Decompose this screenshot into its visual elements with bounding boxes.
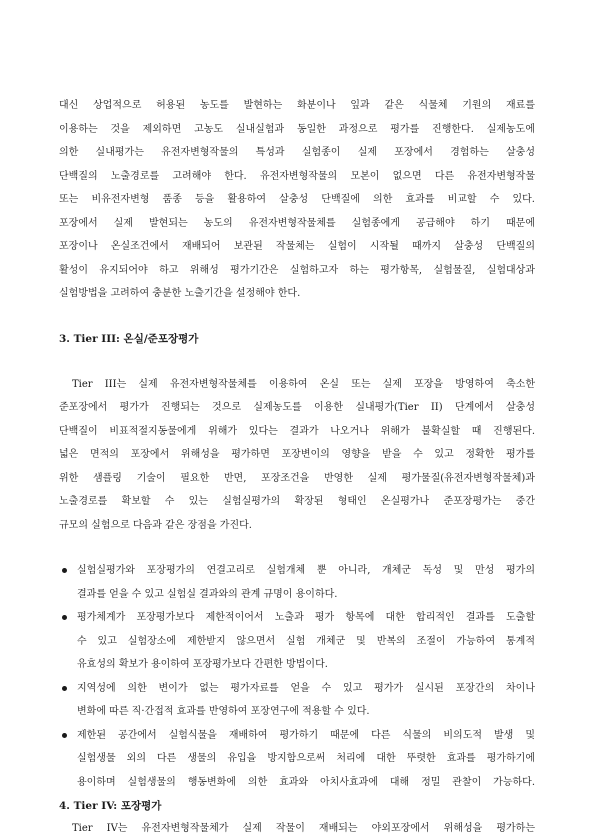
paragraph-line: 의한 실내평가는 유전자변형작물의 특성과 실험종이 실제 포장에서 경험하는 살충성 [59, 147, 535, 158]
paragraph-line: 단백질의 노출경로를 고려해야 한다. 유전자변형작물의 모본이 없으면 다른 유전자변형작물 [59, 171, 535, 182]
paragraph-line: 단백질이 비표적절지동물에게 위해가 있다는 결과가 나오거나 위해가 불확실할 때 진행된다. [59, 426, 535, 437]
paragraph-line: 실험방법을 고려하여 충분한 노출기간을 설정해야 한다. [59, 288, 301, 299]
paragraph-line: 규모의 실험으로 다음과 같은 장점을 가진다. [59, 520, 252, 531]
bullet-icon [62, 568, 67, 573]
paragraph-line: 포장이나 온실조건에서 재배되어 보관된 작물체는 실험이 시작될 때까지 살충성 단백질의 [59, 241, 535, 252]
section-heading: 3. Tier III: 온실/준포장평가 [59, 333, 199, 345]
list-item-line: 실험생물 외의 다른 생물의 유입을 방지함으로써 처리에 대한 뚜렷한 효과를 평가하기에 [77, 753, 535, 764]
list-item-line: 용이하며 실험생물의 행동변화에 의한 효과와 아치사효과에 대해 정밀 관찰이 가능하다. [77, 777, 535, 788]
list-item-line: 변화에 따른 직·간접적 효과를 반영하여 포장연구에 적용할 수 있다. [77, 706, 370, 717]
paragraph-line: 위한 샘플링 기술이 필요한 반면, 포장조건을 반영한 실제 평가물질(유전자변형작물체)과 [59, 473, 535, 484]
paragraph-line: 또는 비유전자변형 품종 등을 활용하여 살충성 단백질에 의한 효과를 비교할 수 있다. [59, 194, 535, 205]
bullet-icon [62, 686, 67, 691]
list-item-line: 지역성에 의한 변이가 없는 평가자료를 얻을 수 있고 평가가 실시된 포장간의 차이나 [77, 683, 535, 694]
paragraph-line: 활성이 유지되어야 하고 위해성 평가기간은 실험하고자 하는 평가항목, 실험물질, 실험대상과 [59, 265, 535, 276]
paragraph-line: Tier IV는 유전자변형작물체가 실제 작물이 재배되는 야외포장에서 위해성을 평가하는 [72, 823, 535, 834]
list-item-line: 평가체계가 포장평가보다 제한적이어서 노출과 평가 항목에 대한 합리적인 결과를 도출할 [77, 612, 535, 623]
bullet-icon [62, 615, 67, 620]
paragraph-line: 노출경로를 확보할 수 있는 실험실평가의 확장된 형태인 온실평가나 준포장평가는 중간 [59, 496, 535, 507]
paragraph-line: 준포장에서 평가가 진행되는 것으로 실제농도를 이용한 실내평가(Tier II) 단계에서 살충성 [59, 402, 535, 413]
list-item-line: 결과를 얻을 수 있고 실험실 결과와의 관계 규명이 용이하다. [77, 589, 338, 600]
paragraph-line: 이용하는 것을 제외하면 고농도 실내실험과 동일한 과정으로 평가를 진행한다. 실제농도에 [59, 124, 535, 135]
list-item-line: 유효성의 확보가 용이하여 포장평가보다 간편한 방법이다. [77, 659, 328, 670]
list-item-line: 제한된 공간에서 실험식물을 재배하여 평가하기 때문에 다른 식물의 비의도적 발생 및 [77, 730, 535, 741]
bullet-icon [62, 733, 67, 738]
paragraph-line: Tier III는 실제 유전자변형작물체를 이용하여 온실 또는 실제 포장을 방영하여 축소한 [72, 379, 535, 390]
list-item-line: 실험실평가와 포장평가의 연결고리로 실험개체 뿐 아니라, 개체군 독성 및 만성 평가의 [77, 565, 535, 576]
list-item-line: 수 있고 실험장소에 제한받지 않으면서 실험 개체군 및 반복의 조절이 가능하여 통계적 [77, 636, 535, 647]
paragraph-line: 포장에서 실제 발현되는 농도의 유전자변형작물체를 실험종에게 공급해야 하기 때문에 [59, 218, 535, 229]
section-heading: 4. Tier IV: 포장평가 [59, 800, 162, 812]
paragraph-line: 넓은 면적의 포장에서 위해성을 평가하면 포장변이의 영향을 받을 수 있고 정확한 평가를 [59, 449, 535, 460]
paragraph-line: 대신 상업적으로 허용된 농도를 발현하는 화분이나 잎과 같은 식물체 기원의 재료를 [59, 100, 535, 111]
